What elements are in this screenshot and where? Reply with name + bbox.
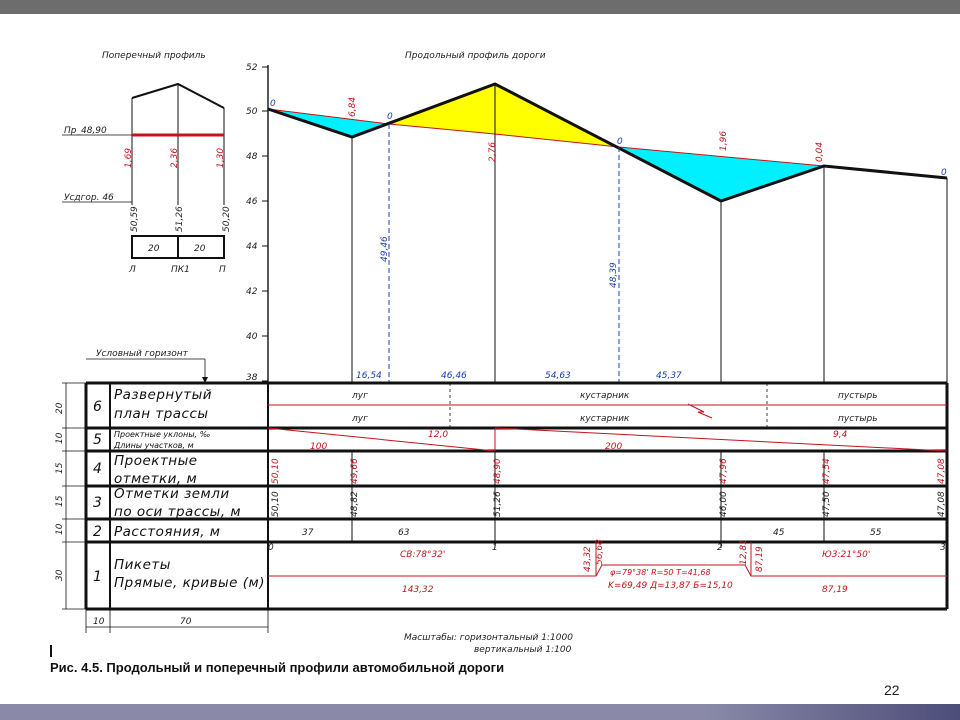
row5-height: 10: [55, 432, 65, 444]
row1-number: 1: [93, 569, 102, 585]
caption-cursor: [50, 645, 52, 657]
distance-ticks: [352, 519, 824, 548]
cross-bottom-right: 50,20: [222, 206, 232, 232]
picket-1: 1: [492, 543, 498, 553]
curve-left-bearing: СВ:78°32': [400, 550, 446, 560]
segment-length-3: 54,63: [545, 371, 571, 381]
ground-mark-3: 51,26: [493, 491, 503, 517]
ground-mark-1: 50,10: [271, 491, 281, 517]
slope-value-2: 9,4: [833, 430, 848, 440]
ground-mark-4: 46,00: [719, 491, 729, 517]
y-tick-46: 46: [246, 197, 258, 207]
curve-params-1: φ=79°38' R=50 T=41,68: [610, 568, 711, 577]
slide-number: 22: [884, 682, 900, 698]
row3-height: 15: [55, 495, 65, 507]
row4-title1: Проектные: [114, 453, 198, 469]
alignment-line: [268, 565, 947, 576]
curve-v3: 12,81: [739, 539, 749, 565]
distance-1: 37: [302, 528, 314, 538]
curve-right-length: 87,19: [822, 585, 848, 595]
blue-mark-2: 48,39: [609, 262, 619, 288]
picket-3: 3: [940, 543, 946, 553]
row6-number: 6: [93, 399, 102, 415]
design-mark-5: 47,54: [822, 458, 832, 484]
zero-mark-1: 0: [270, 99, 276, 109]
conditional-horizon-label: Условный горизонт: [96, 349, 188, 359]
design-mark-6: 47,08: [937, 458, 947, 484]
red-mark-4: 0,04: [815, 141, 825, 162]
distance-2: 63: [398, 528, 410, 538]
plan-top-2: кустарник: [580, 391, 630, 401]
scale-line-2: вертикальный 1:100: [474, 645, 572, 655]
slope-line-2: [495, 428, 947, 451]
y-tick-50: 50: [246, 107, 258, 117]
row3-title1: Отметки земли: [114, 486, 230, 502]
curve-v2: 56,68: [595, 539, 605, 565]
row1-title2: Прямые, кривые (м): [114, 575, 266, 591]
row4-height: 15: [55, 462, 65, 474]
y-tick-52: 52: [246, 63, 258, 73]
cross-box-left: 20: [148, 244, 160, 254]
cross-red-right: 1,30: [216, 147, 226, 168]
red-mark-2: 2,76: [488, 141, 498, 162]
row3-title2: по оси трассы, м: [114, 504, 242, 520]
segment-length-1: 16,54: [356, 371, 382, 381]
cross-red-mid: 2,36: [170, 147, 180, 168]
cross-ground-label: Уcдгор. 46: [64, 193, 114, 203]
scale-line-1: Масштабы: горизонтальный 1:1000: [404, 633, 573, 643]
cross-bottom-mid: 51,26: [175, 206, 185, 232]
design-mark-2: 49,66: [350, 458, 360, 484]
curve-v4: 87,19: [755, 546, 765, 572]
width-col1: 10: [93, 617, 105, 627]
curve-right-bearing: Ю3:21°50': [822, 550, 871, 560]
row4-number: 4: [93, 461, 102, 477]
ground-mark-2: 48,82: [350, 491, 360, 517]
row-height-dims: [62, 383, 86, 609]
blue-mark-1: 49,46: [380, 236, 390, 262]
zero-point-verticals: [389, 124, 619, 383]
row6-title2: план трассы: [114, 406, 209, 422]
zero-mark-3: 0: [617, 137, 623, 147]
cross-red-left: 1,69: [124, 147, 134, 168]
row2-number: 2: [93, 524, 102, 540]
red-mark-1: 6,84: [348, 96, 358, 117]
cross-box-right: 20: [194, 244, 206, 254]
plan-top-3: пустырь: [838, 391, 878, 401]
long-profile-title: Продольный профиль дороги: [405, 51, 546, 61]
cross-marker-left: Л: [129, 265, 136, 275]
row5-title2: Длины участков, м: [114, 441, 194, 450]
fill-area-1: [268, 109, 389, 137]
row2-title1: Расстояния, м: [114, 524, 221, 540]
plan-turn-arrow: [688, 404, 712, 418]
y-tick-38: 38: [246, 373, 258, 383]
width-col2: 70: [180, 617, 192, 627]
slope-value-1: 12,0: [428, 430, 449, 440]
y-axis-ticks: [262, 67, 268, 381]
cross-bottom-left: 50,59: [130, 206, 140, 232]
y-tick-48: 48: [246, 152, 258, 162]
design-mark-1: 50,10: [271, 458, 281, 484]
row5-number: 5: [93, 432, 102, 448]
slope-length-2: 200: [605, 442, 623, 452]
row1-title1: Пикеты: [114, 557, 171, 573]
plan-top-1: луг: [352, 391, 368, 401]
red-mark-3: 1,96: [719, 130, 729, 151]
distance-4: 55: [870, 528, 882, 538]
y-tick-44: 44: [246, 242, 258, 252]
bottom-bar-gradient: [700, 704, 960, 720]
row5-title1: Проектные уклоны, ‰: [114, 430, 211, 439]
row6-height: 20: [55, 402, 65, 414]
picket-2: 2: [717, 543, 723, 553]
cross-profile-title: Поперечный профиль: [102, 51, 206, 61]
cross-marker-mid: ПК1: [171, 265, 190, 275]
cross-marker-right: П: [219, 265, 226, 275]
fill-area-2: [619, 147, 824, 201]
slope-length-1: 100: [310, 442, 328, 452]
design-mark-3: 48,90: [493, 458, 503, 484]
picket-0: 0: [268, 543, 274, 553]
curve-v1: 43,32: [583, 546, 593, 572]
row1-height: 30: [55, 569, 65, 581]
curve-left-length: 143,32: [402, 585, 434, 595]
row6-title1: Развернутый: [114, 387, 213, 403]
distance-3: 45: [773, 528, 785, 538]
plan-bottom-2: кустарник: [580, 414, 630, 424]
zero-mark-4: 0: [941, 168, 947, 178]
cross-design-label: Пр_48,90: [64, 126, 107, 136]
figure-caption: Рис. 4.5. Продольный и поперечный профили автомобильной дороги: [50, 660, 505, 675]
ground-line: [268, 84, 947, 201]
y-tick-40: 40: [246, 332, 258, 342]
row4-title2: отметки, м: [114, 471, 198, 487]
design-mark-4: 47,96: [719, 458, 729, 484]
row3-number: 3: [93, 495, 102, 511]
plan-bottom-1: луг: [352, 414, 368, 424]
segment-length-2: 46,46: [441, 371, 467, 381]
row2-height: 10: [55, 523, 65, 535]
zero-mark-2: 0: [387, 112, 393, 122]
ground-mark-6: 47,08: [937, 491, 947, 517]
y-tick-42: 42: [246, 287, 258, 297]
ground-mark-5: 47,50: [822, 491, 832, 517]
cut-area: [389, 84, 619, 147]
slope-line-1: [268, 428, 495, 451]
column-width-dims: [86, 609, 268, 633]
segment-length-4: 45,37: [656, 371, 682, 381]
plan-bottom-3: пустырь: [838, 414, 878, 424]
curve-params-2: K=69,49 Д=13,87 Б=15,10: [608, 581, 733, 591]
